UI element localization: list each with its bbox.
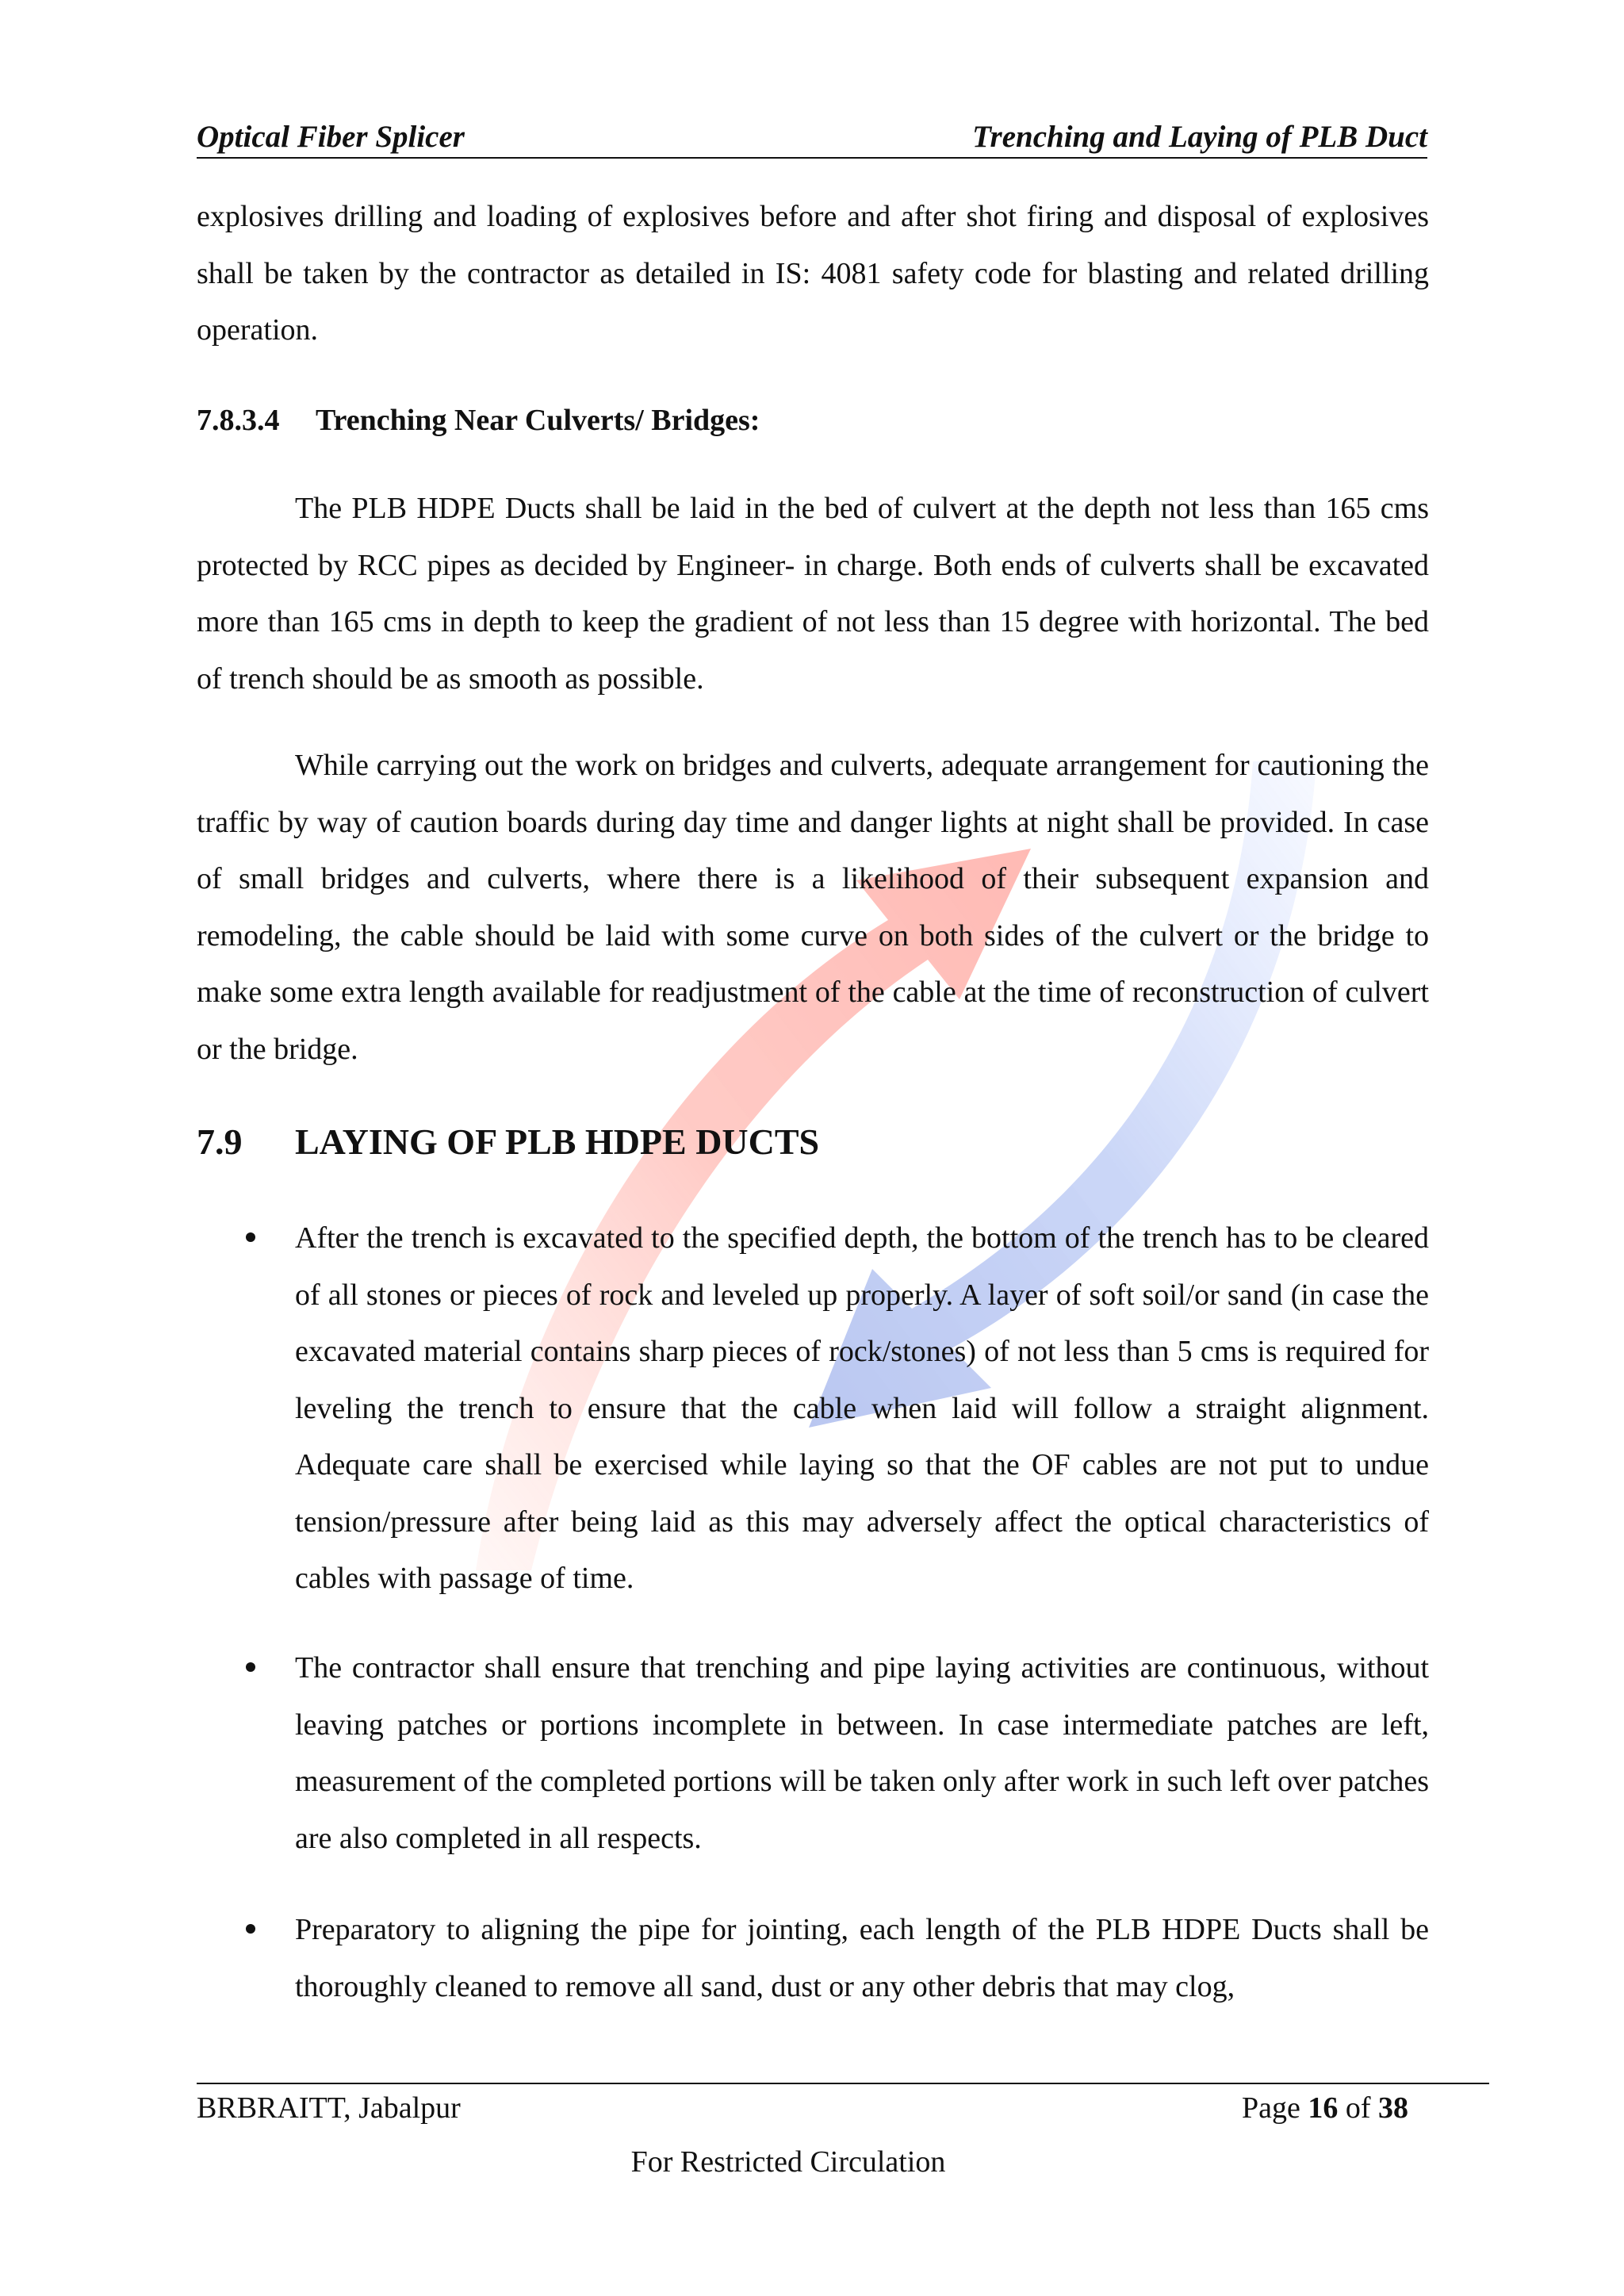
section-title: Trenching Near Culverts/ Bridges: [316, 404, 760, 437]
list-item [295, 1640, 1429, 1867]
bullet-icon [246, 1662, 255, 1672]
footer-circulation-note: For Restricted Circulation [630, 2145, 946, 2179]
section-heading-7834 [197, 397, 760, 444]
list-item [295, 1210, 1429, 1608]
bullet-icon [246, 1232, 255, 1242]
footer-page-number [1242, 2087, 1408, 2129]
culvert-paragraph-1: The PLB HDPE Ducts shall be laid in the bed of culvert at the depth not less than 165 cms protected by RCC pipes as decided by Engineer- in charge. Both ends of culverts shall be excavated more than 165 cms in depth to keep the gradient of not less than 15 degree with horizontal. The bed of trench should be as smooth as possible. [197, 492, 1429, 696]
section-number: 7.8.3.4 [197, 404, 280, 437]
current-page: 16 [1308, 2091, 1339, 2125]
list-item-text: After the trench is excavated to the specified depth, the bottom of the trench has to be cleared of all stones or pieces of rock and leveled up properly. A layer of soft soil/or sand (in case the excavated material contains sharp pieces of rock/stones) of not less than 5 cms is required for leveling the trench to ensure that the cable when laid will follow a straight alignment. Adequate care shall be exercised while laying so that the OF cables are not put to undue tension/pressure after being laid as this may adversely affect the optical characteristics of cables with passage of time. [295, 1221, 1429, 1595]
total-pages: 38 [1378, 2091, 1408, 2125]
section-number: 7.9 [197, 1121, 243, 1162]
header-left-title: Optical Fiber Splicer [197, 120, 465, 154]
bullet-icon [246, 1924, 255, 1934]
list-item [295, 1902, 1429, 2015]
footer-institution: BRBRAITT, Jabalpur [197, 2091, 461, 2125]
list-item-text: Preparatory to aligning the pipe for jointing, each length of the PLB HDPE Ducts shall be thoroughly cleaned to remove all sand, dust or any other debris that may clog, [295, 1913, 1429, 2003]
footer-divider [197, 2083, 1489, 2084]
intro-paragraph: explosives drilling and loading of explosives before and after shot firing and disposal of explosives shall be taken by the contractor as detailed in IS: 4081 safety code for blasting and related drilling operation. [197, 200, 1429, 347]
page-header [197, 119, 1427, 159]
section-heading-79 [197, 1117, 819, 1167]
page-of-label: of [1338, 2091, 1378, 2125]
page-label: Page [1241, 2091, 1308, 2125]
list-item-text: The contractor shall ensure that trenching and pipe laying activities are continuous, without leaving patches or portions incomplete in between. In case intermediate patches are left, measurement of the completed portions will be taken only after work in such left over patches are also completed in all respects. [295, 1651, 1429, 1855]
section-title: LAYING OF PLB HDPE DUCTS [295, 1121, 820, 1162]
header-right-title: Trenching and Laying of PLB Duct [972, 120, 1427, 154]
culvert-paragraph-2: While carrying out the work on bridges and culverts, adequate arrangement for cautioning the traffic by way of caution boards during day time and danger lights at night shall be provided. In case of small bridges and culverts, where there is a likelihood of their subsequent expansion and remodeling, the cable should be laid with some curve on both sides of the culvert or the bridge to make some extra length available for readjustment of the cable at the time of reconstruction of culvert or the bridge. [197, 749, 1429, 1066]
